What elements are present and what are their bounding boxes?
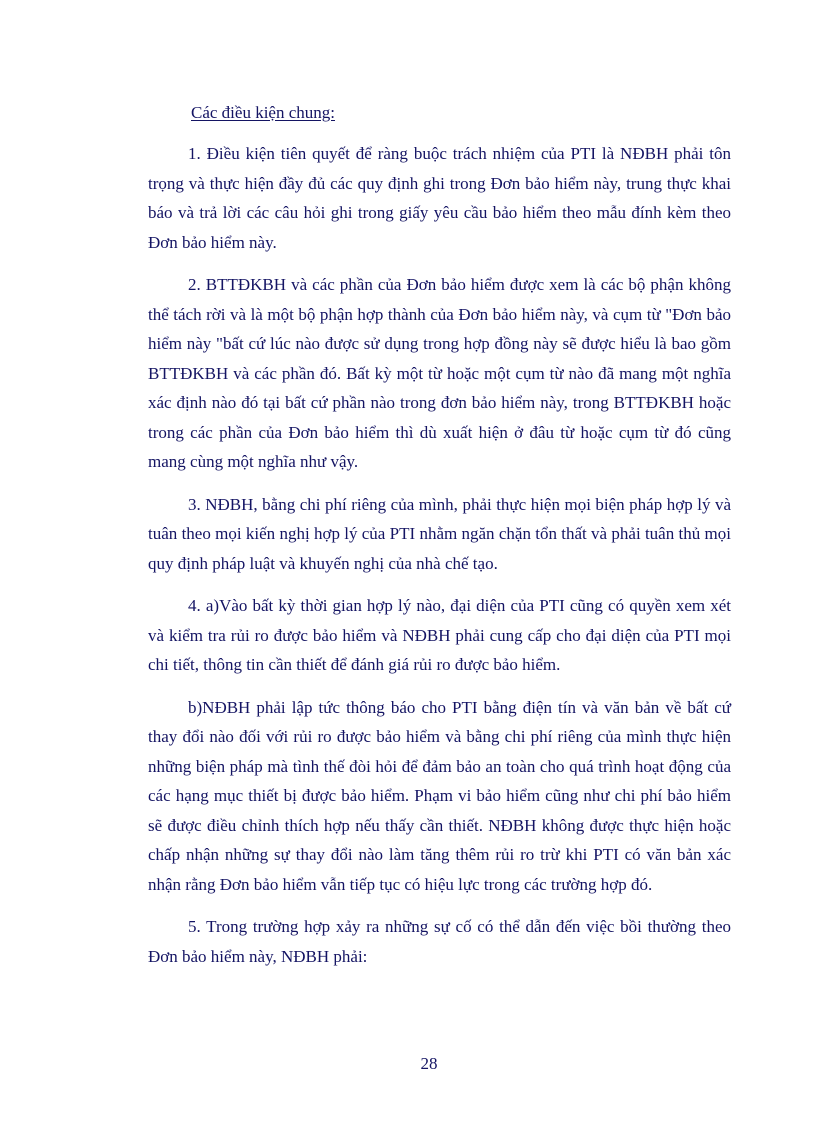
paragraph-condition-2: 2. BTTĐKBH và các phần của Đơn bảo hiểm được xem là các bộ phận không thể tách rời và là một bộ phận hợp thành của Đơn bảo hiểm này, và cụm từ "Đơn bảo hiểm này "bất cứ lúc nào được sử dụng trong hợp đồng này sẽ được hiểu là bao gồm BTTĐKBH và các phần đó. Bất kỳ một từ hoặc một cụm từ nào đã mang một nghĩa xác định nào đó tại bất cứ phần nào trong đơn bảo hiểm này, trong BTTĐKBH hoặc trong các phần của Đơn bảo hiểm thì dù xuất hiện ở đâu từ hoặc cụm từ đó cũng mang cùng một nghĩa như vậy. — [148, 275, 731, 471]
paragraph-condition-5: 5. Trong trường hợp xảy ra những sự cố có thể dẫn đến việc bồi thường theo Đơn bảo hiểm này, NĐBH phải: — [148, 917, 731, 966]
page-number: 28 — [420, 1054, 438, 1073]
section-heading: Các điều kiện chung: — [191, 103, 335, 122]
document-body — [148, 139, 731, 984]
paragraph-condition-4b: b)NĐBH phải lập tức thông báo cho PTI bằng điện tín và văn bản về bất cứ thay đổi nào đối với rủi ro được bảo hiểm và bằng chi phí riêng của mình thực hiện những biện pháp mà tình thế đòi hỏi để đảm bảo an toàn cho quá trình hoạt động của các hạng mục thiết bị được bảo hiểm. Phạm vi bảo hiểm cũng như chi phí bảo hiểm sẽ được điều chỉnh thích hợp nếu thấy cần thiết. NĐBH không được thực hiện hoặc chấp nhận những sự thay đổi nào làm tăng thêm rủi ro trừ khi PTI có văn bản xác nhận rằng Đơn bảo hiểm vẫn tiếp tục có hiệu lực trong các trường hợp đó. — [148, 697, 731, 894]
paragraph-condition-1: 1. Điều kiện tiên quyết để ràng buộc trách nhiệm của PTI là NĐBH phải tôn trọng và thực hiện đầy đủ các quy định ghi trong Đơn bảo hiểm này, trung thực khai báo và trả lời các câu hỏi ghi trong giấy yêu cầu bảo hiểm theo mẫu đính kèm theo Đơn bảo hiểm này. — [148, 144, 731, 252]
paragraph-condition-4a: 4. a)Vào bất kỳ thời gian hợp lý nào, đại diện của PTI cũng có quyền xem xét và kiểm tra rủi ro được bảo hiểm và NĐBH phải cung cấp cho đại diện của PTI mọi chi tiết, thông tin cần thiết để đánh giá rủi ro được bảo hiểm. — [148, 596, 731, 674]
paragraph-condition-3: 3. NĐBH, bằng chi phí riêng của mình, phải thực hiện mọi biện pháp hợp lý và tuân theo mọi kiến nghị hợp lý của PTI nhằm ngăn chặn tổn thất và phải tuân thủ mọi quy định pháp luật và khuyến nghị của nhà chế tạo. — [148, 494, 731, 573]
